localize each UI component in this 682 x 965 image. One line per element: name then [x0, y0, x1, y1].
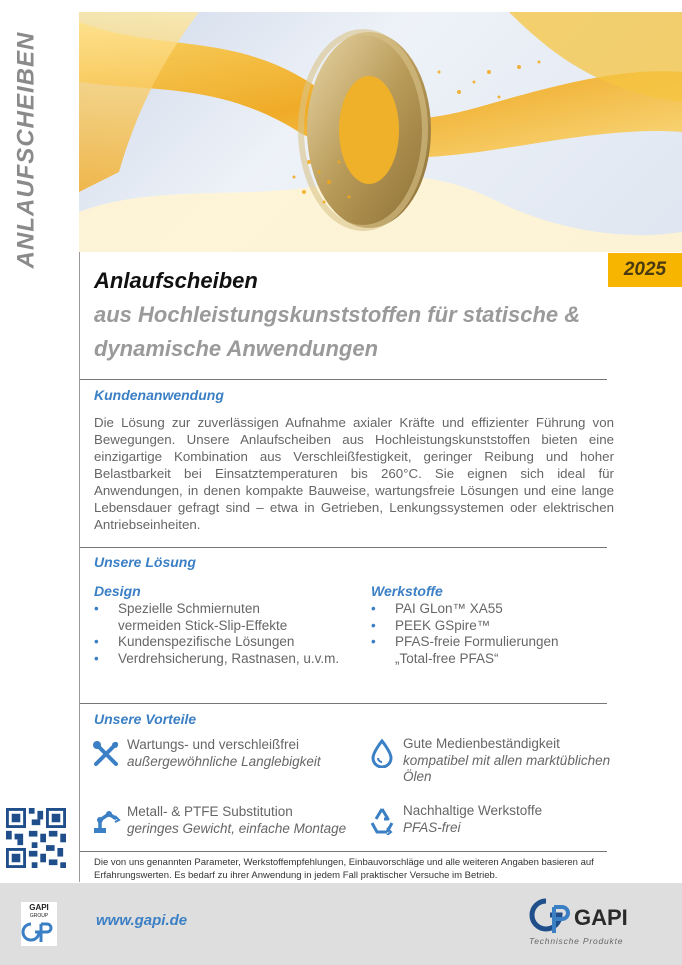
page-subtitle: aus Hochleistungskunststoffen für statische & dynamische Anwendungen: [94, 302, 581, 361]
left-rule: [79, 252, 80, 882]
year-badge: 2025: [608, 253, 682, 287]
benefit-sub: geringes Gewicht, einfache Montage: [127, 820, 347, 836]
benefit-title: Nachhaltige Werkstoffe: [403, 803, 543, 818]
list-item: • PEEK GSpire™: [371, 618, 611, 635]
page-title: Anlaufscheiben: [94, 268, 258, 293]
section-heading-vorteile: Unsere Vorteile: [94, 711, 197, 727]
divider: [80, 851, 607, 852]
website-link[interactable]: www.gapi.de: [96, 912, 188, 929]
benefit-sub: außergewöhnliche Langlebigkeit: [127, 753, 321, 769]
list-item: • Verdrehsicherung, Rastnasen, u.v.m.: [94, 651, 364, 668]
list-item: • Spezielle Schmiernuten vermeiden Stick-Slip-Effekte: [94, 601, 324, 634]
divider: [80, 547, 607, 548]
werkstoffe-heading: Werkstoffe: [371, 583, 443, 599]
benefit-item: [91, 804, 351, 837]
design-heading: Design: [94, 583, 141, 599]
logo-text-mid: GROUP: [29, 913, 49, 919]
gapi-brand-logo: [524, 893, 674, 949]
benefit-item: [367, 803, 617, 836]
divider: [80, 379, 607, 380]
gapi-group-logo: [21, 902, 57, 946]
list-item: • PFAS-freie Formulierungen „Total-free PFAS“: [371, 634, 571, 667]
side-title: [6, 31, 46, 268]
side-title-text: ANLAUFSCHEIBEN: [12, 31, 40, 268]
divider: [80, 703, 607, 704]
recycle-icon: [367, 805, 397, 835]
benefit-item: [91, 737, 351, 770]
benefit-item: [367, 736, 617, 786]
brand-tagline: Technische Produkte: [529, 936, 624, 946]
droplet-icon: [367, 738, 397, 768]
werkstoffe-column: [371, 583, 611, 667]
wrench-cross-icon: [91, 739, 121, 769]
list-item: • PAI GLon™ XA55: [371, 601, 611, 618]
list-item: • Kundenspezifische Lösungen: [94, 634, 364, 651]
kundenanwendung-text: Die Lösung zur zuverlässigen Aufnahme axialer Kräfte und effizienter Führung von Bewegungen. Unsere Anlaufscheiben aus Hochleistungskunststoffen bieten eine einzigartige Kombination aus Verschleißfestigkeit, geringer Reibung und hoher Belastbarkeit bei Einsatztemperaturen bis 260°C. Sie eignen sich ideal für Anwendungen, in denen kompakte Bauweise, wartungsfreie Lösungen und eine lange Lebensdauer gefragt sind – etwa in Getrieben, Lenkungssystemen oder elektrischen Antriebseinheiten.: [94, 415, 614, 532]
logo-text-top: GAPI: [29, 903, 49, 912]
hero-image: [79, 12, 682, 252]
section-heading-kundenanwendung: Kundenanwendung: [94, 387, 224, 403]
section-heading-loesung: Unsere Lösung: [94, 554, 196, 570]
benefit-sub: PFAS-frei: [403, 819, 461, 835]
benefit-sub: kompatibel mit allen marktüblichen Ölen: [403, 752, 611, 784]
thrust-washer-illustration: [79, 12, 682, 252]
design-column: [94, 583, 364, 667]
brand-name: GAPI: [574, 905, 628, 930]
benefit-title: Wartungs- und verschleißfrei: [127, 737, 300, 752]
robot-arm-icon: [91, 806, 121, 836]
qr-code[interactable]: [6, 808, 66, 868]
benefit-title: Gute Medienbeständigkeit: [403, 736, 560, 751]
benefit-title: Metall- & PTFE Substitution: [127, 804, 293, 819]
disclaimer-note: Die von uns genannten Parameter, Werkstoffempfehlungen, Einbauvorschläge und alle weiteren Angaben basieren auf Erfahrungswerten. Es bedarf zu ihrer Anwendung in jedem Fall praktischer Versuche im Betrieb.: [94, 857, 594, 881]
